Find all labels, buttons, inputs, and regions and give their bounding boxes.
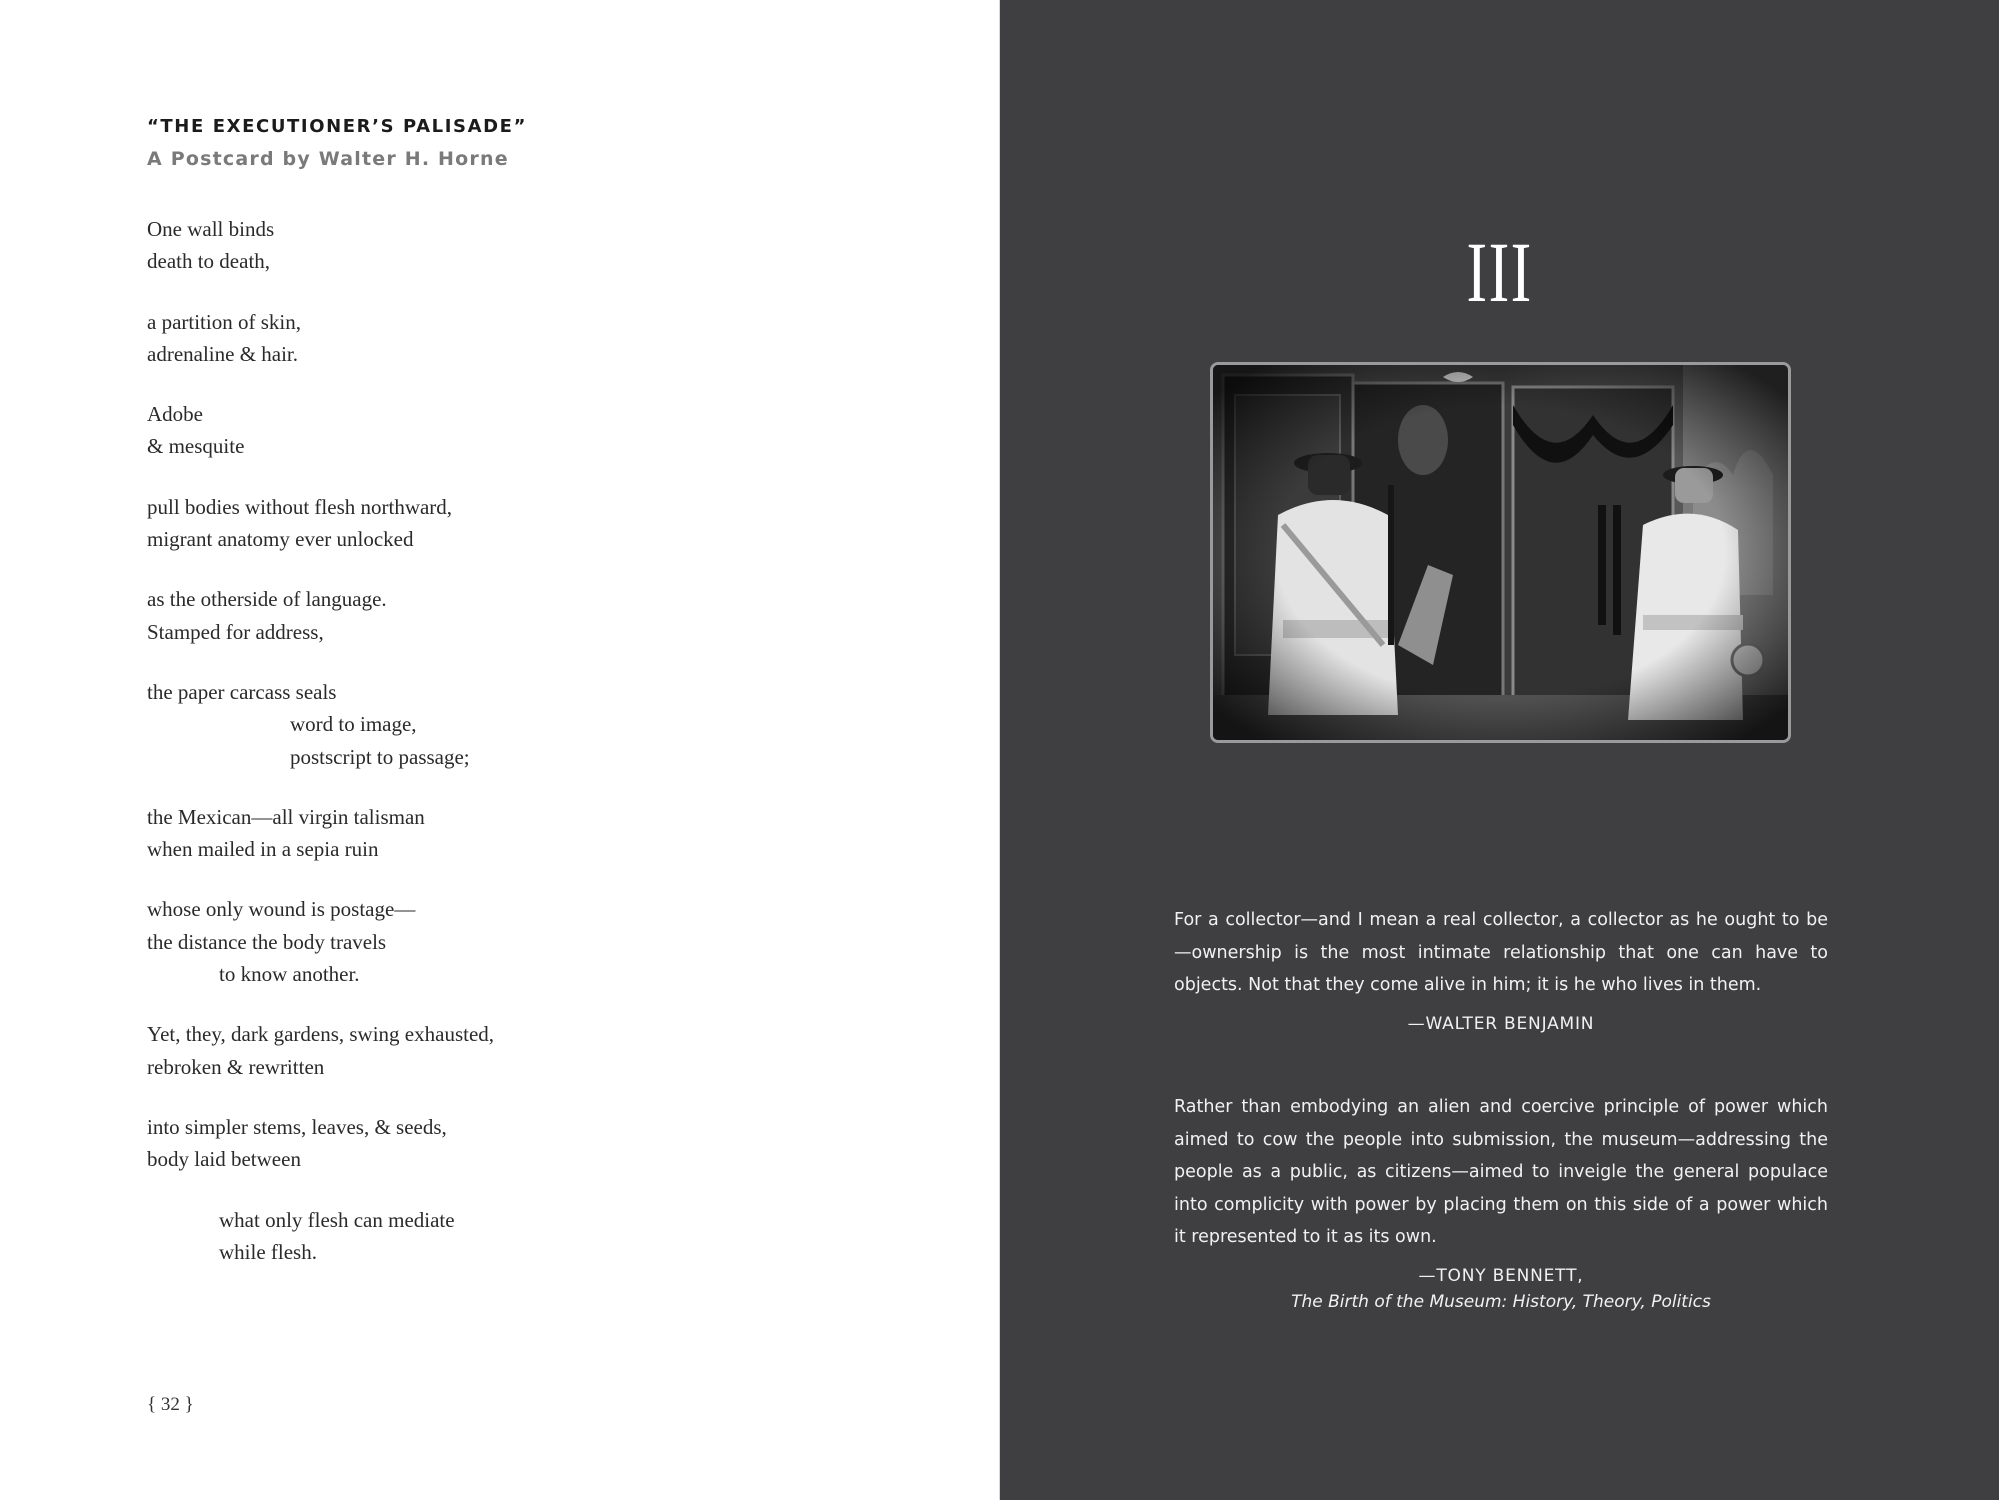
photo-frame bbox=[1210, 362, 1791, 743]
poem-line: into simpler stems, leaves, & seeds, bbox=[147, 1114, 447, 1139]
quote-attribution: —TONY BENNETT, bbox=[1418, 1265, 1584, 1286]
stanza bbox=[147, 676, 707, 773]
stanza bbox=[147, 1111, 707, 1176]
epigraph-benjamin bbox=[1174, 904, 1828, 1036]
poem-line-indented: postscript to passage; bbox=[290, 744, 470, 769]
poem-line: Stamped for address, bbox=[147, 619, 324, 644]
stanza bbox=[147, 893, 707, 990]
quote-text: Rather than embodying an alien and coercive principle of power which aimed to cow the people into submission, the museum—addressing the people as a public, as citizens—aimed to inveigle the general populace into complicity with power by placing them on this side of a power which it represented to it as its own. bbox=[1174, 1097, 1828, 1247]
stanza bbox=[147, 1204, 707, 1269]
quote-attribution: —WALTER BENJAMIN bbox=[1407, 1013, 1595, 1034]
two-uniformed-men-photograph bbox=[1213, 365, 1788, 740]
stanza bbox=[147, 801, 707, 866]
poem-title: “THE EXECUTIONER’S PALISADE” bbox=[147, 116, 527, 137]
poem-line-indented: what only flesh can mediate bbox=[219, 1207, 455, 1232]
stanza bbox=[147, 583, 707, 648]
poem-line: a partition of skin, bbox=[147, 309, 301, 334]
poem-line: rebroken & rewritten bbox=[147, 1054, 325, 1079]
poem-line: when mailed in a sepia ruin bbox=[147, 837, 379, 862]
poem-line: as the otherside of language. bbox=[147, 587, 387, 612]
poem-line: migrant anatomy ever unlocked bbox=[147, 527, 414, 552]
poem-line: death to death, bbox=[147, 249, 271, 274]
poem-line: body laid between bbox=[147, 1147, 301, 1172]
stanza bbox=[147, 491, 707, 556]
quote-text: For a collector—and I mean a real collector, a collector as he ought to be—ownership is the most intimate relationship that one can have to objects. Not that they come alive in him; it is he who lives in them. bbox=[1174, 910, 1828, 995]
right-page bbox=[1000, 0, 1999, 1500]
poem-body bbox=[147, 213, 707, 1296]
poem-line: Adobe bbox=[147, 402, 203, 427]
stanza bbox=[147, 306, 707, 371]
section-numeral: III bbox=[1466, 224, 1533, 320]
poem-heading bbox=[147, 114, 527, 172]
poem-line-indented: word to image, bbox=[290, 712, 417, 737]
page-number: { 32 } bbox=[147, 1394, 194, 1415]
poem-line: adrenaline & hair. bbox=[147, 341, 299, 366]
poem-line: Yet, they, dark gardens, swing exhausted, bbox=[147, 1022, 495, 1047]
quote-source-title: The Birth of the Museum: History, Theory, Politics bbox=[1291, 1291, 1711, 1312]
poem-subtitle: A Postcard by Walter H. Horne bbox=[147, 148, 509, 170]
poem-line-indented: while flesh. bbox=[219, 1239, 317, 1264]
poem-line: & mesquite bbox=[147, 434, 245, 459]
poem-line: One wall binds bbox=[147, 217, 275, 241]
poem-line: the Mexican—all virgin talisman bbox=[147, 804, 425, 829]
stanza bbox=[147, 398, 707, 463]
poem-line: pull bodies without flesh northward, bbox=[147, 494, 453, 519]
stanza bbox=[147, 1018, 707, 1083]
poem-line: the paper carcass seals bbox=[147, 679, 337, 704]
epigraph-bennett bbox=[1174, 1091, 1828, 1316]
poem-line: whose only wound is postage— bbox=[147, 897, 416, 922]
poem-line-indented: to know another. bbox=[219, 962, 360, 987]
poem-line: the distance the body travels bbox=[147, 929, 387, 954]
stanza bbox=[147, 213, 707, 278]
